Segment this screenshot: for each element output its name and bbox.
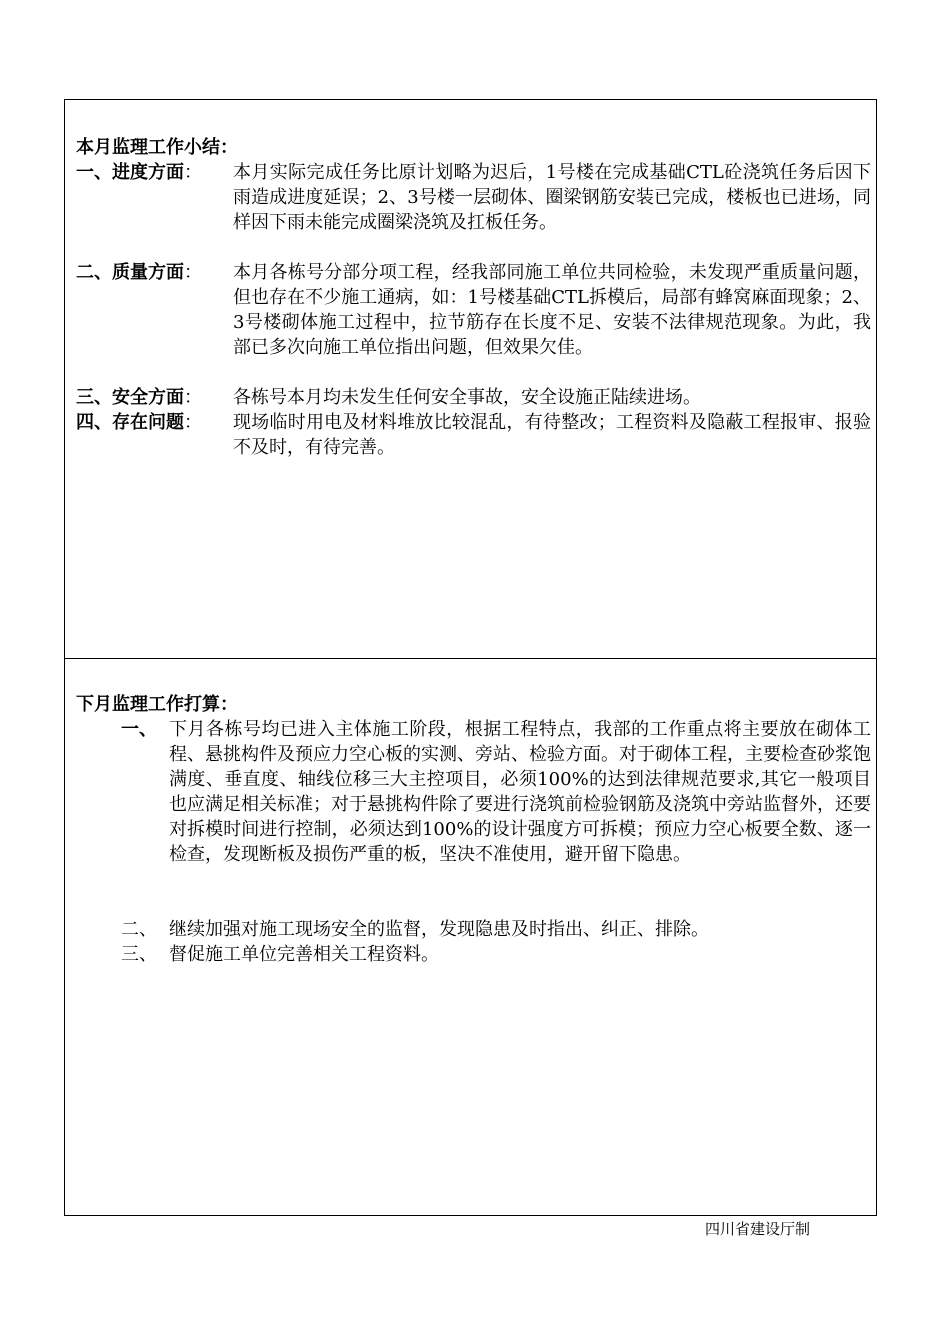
issuer-footer: 四川省建设厅制 xyxy=(705,1220,811,1238)
summary-item-text: 现场临时用电及材料堆放比较混乱，有待整改；工程资料及隐蔽工程报审、报验不及时，有待完善。 xyxy=(233,412,871,458)
summary-item-progress xyxy=(76,160,871,235)
plan-item-2 xyxy=(121,917,871,942)
summary-item-label: 一、进度方面： xyxy=(76,162,202,183)
summary-heading: 本月监理工作小结： xyxy=(76,137,238,158)
summary-item-label: 三、安全方面： xyxy=(76,387,202,408)
plan-heading: 下月监理工作打算： xyxy=(76,694,238,715)
summary-item-text: 本月各栋号分部分项工程，经我部同施工单位共同检验，未发现严重质量问题，但也存在不少施工通病，如：1号楼基础CTL拆模后，局部有蜂窝麻面现象；2、3号楼砌体施工过程中，拉节筋存在长度不足、安装不法律规范现象。为此，我部已多次向施工单位指出问题，但效果欠佳。 xyxy=(233,262,871,358)
summary-item-label: 四、存在问题： xyxy=(76,412,202,433)
plan-item-number: 二、 xyxy=(121,919,157,940)
plan-item-3 xyxy=(121,942,871,967)
next-month-plan-section xyxy=(65,659,876,1216)
summary-item-issues xyxy=(76,410,871,460)
summary-item-text: 各栋号本月均未发生任何安全事故，安全设施正陆续进场。 xyxy=(233,387,701,408)
summary-item-quality xyxy=(76,260,871,360)
plan-item-1 xyxy=(121,717,871,867)
report-table xyxy=(64,99,877,1216)
monthly-summary-section xyxy=(65,100,876,659)
summary-item-label: 二、质量方面： xyxy=(76,262,202,283)
summary-item-text: 本月实际完成任务比原计划略为迟后，1号楼在完成基础CTL砼浇筑任务后因下雨造成进度延误；2、3号楼一层砌体、圈梁钢筋安装已完成，楼板也已进场，同样因下雨未能完成圈梁浇筑及扛板任务。 xyxy=(233,162,871,233)
plan-item-number: 三、 xyxy=(121,944,157,965)
plan-item-text: 督促施工单位完善相关工程资料。 xyxy=(169,944,439,965)
plan-item-text: 继续加强对施工现场安全的监督，发现隐患及时指出、纠正、排除。 xyxy=(169,919,709,940)
summary-item-safety xyxy=(76,385,871,410)
plan-item-text: 下月各栋号均已进入主体施工阶段，根据工程特点，我部的工作重点将主要放在砌体工程、悬挑构件及预应力空心板的实测、旁站、检验方面。对于砌体工程，主要检查砂浆饱满度、垂直度、轴线位移三大主控项目，必须100%的达到法律规范要求,其它一般项目也应满足相关标准；对于悬挑构件除了要进行浇筑前检验钢筋及浇筑中旁站监督外，还要对拆模时间进行控制，必须达到100%的设计强度方可拆模；预应力空心板要全数、逐一检查，发现断板及损伤严重的板，坚决不准使用，避开留下隐患。 xyxy=(169,719,871,865)
plan-item-number: 一、 xyxy=(121,719,157,740)
